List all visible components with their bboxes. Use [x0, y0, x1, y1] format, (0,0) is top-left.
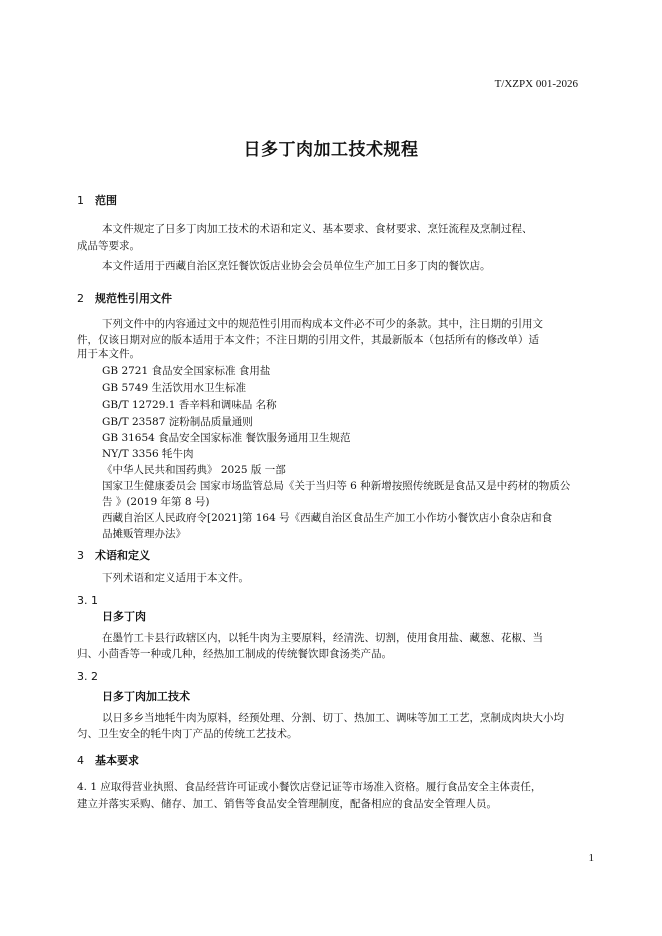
term-name: 日多丁肉 — [102, 610, 146, 623]
reference-item: 《中华人民共和国药典》 2025 版 一部 — [102, 464, 286, 476]
section-3-heading — [77, 547, 150, 563]
standard-number: T/XZPX 001-2026 — [494, 78, 578, 90]
section-4-clause: 4. 1 应取得营业执照、食品经营许可证或小餐饮店登记证等市场准入资格。履行食品安全主体责任， — [77, 781, 542, 793]
section-2-heading — [77, 290, 172, 306]
term-definition: 以日多乡当地牦牛肉为原料，经预处理、分割、切丁、热加工、调味等加工工艺，烹制成肉块大小均 — [102, 712, 564, 724]
section-2-intro: 下列文件中的内容通过文中的规范性引用而构成本文件必不可少的条款。其中，注日期的引用文 — [102, 318, 543, 330]
reference-item: GB/T 23587 淀粉制品质量通则 — [102, 416, 253, 428]
section-2-intro-cont: 件，仅该日期对应的版本适用于本文件；不注日期的引用文件，其最新版本（包括所有的修改单）适 — [77, 334, 539, 346]
section-number: 1 — [77, 194, 84, 207]
reference-item: GB 31654 食品安全国家标准 餐饮服务通用卫生规范 — [102, 432, 351, 444]
term-number: 3. 2 — [77, 670, 98, 683]
section-number: 4 — [77, 754, 84, 767]
section-3-intro: 下列术语和定义适用于本文件。 — [102, 572, 249, 584]
page-number: 1 — [588, 852, 594, 864]
section-1-paragraph-1: 本文件规定了日多丁肉加工技术的术语和定义、基本要求、食材要求、烹饪流程及烹制过程、 — [102, 223, 533, 235]
reference-item: GB 5749 生活饮用水卫生标准 — [102, 382, 247, 394]
term-number: 3. 1 — [77, 594, 98, 607]
section-title: 规范性引用文件 — [95, 292, 172, 305]
section-1-paragraph-1-cont: 成品等要求。 — [77, 240, 140, 252]
section-4-heading — [77, 752, 139, 768]
term-definition-cont: 归、小茴香等一种或几种，经热加工制成的传统餐饮即食汤类产品。 — [77, 648, 392, 660]
section-1-heading — [77, 192, 117, 208]
reference-item-cont: 品摊贩管理办法》 — [102, 528, 186, 540]
term-name: 日多丁肉加工技术 — [102, 690, 190, 703]
section-4-clause-cont: 建立并落实采购、储存、加工、销售等食品安全管理制度，配备相应的食品安全管理人员。 — [77, 798, 497, 810]
section-title: 基本要求 — [95, 754, 139, 767]
section-number: 3 — [77, 549, 84, 562]
reference-item: GB 2721 食品安全国家标准 食用盐 — [102, 365, 271, 377]
reference-item: 西藏自治区人民政府令[2021]第 164 号《西藏自治区食品生产加工小作坊小餐饮店小食杂店和食 — [102, 512, 553, 524]
reference-item: 国家卫生健康委员会 国家市场监管总局《关于当归等 6 种新增按照传统既是食品又是中药材的物质公 — [102, 480, 571, 492]
section-title: 术语和定义 — [95, 549, 150, 562]
section-1-paragraph-2: 本文件适用于西藏自治区烹饪餐饮饭店业协会会员单位生产加工日多丁肉的餐饮店。 — [102, 260, 491, 272]
section-number: 2 — [77, 292, 84, 305]
term-definition: 在墨竹工卡县行政辖区内，以牦牛肉为主要原料，经清洗、切割，使用食用盐、藏葱、花椒、当 — [102, 632, 543, 644]
section-title: 范围 — [95, 194, 117, 207]
reference-item: GB/T 12729.1 香辛料和调味品 名称 — [102, 399, 277, 411]
reference-item-cont: 告 》(2019 年第 8 号) — [102, 496, 210, 508]
section-2-intro-cont: 用于本文件。 — [77, 348, 140, 360]
reference-item: NY/T 3356 牦牛肉 — [102, 448, 194, 460]
term-definition-cont: 匀、卫生安全的牦牛肉丁产品的传统工艺技术。 — [77, 728, 298, 740]
document-title: 日多丁肉加工技术规程 — [243, 140, 419, 160]
